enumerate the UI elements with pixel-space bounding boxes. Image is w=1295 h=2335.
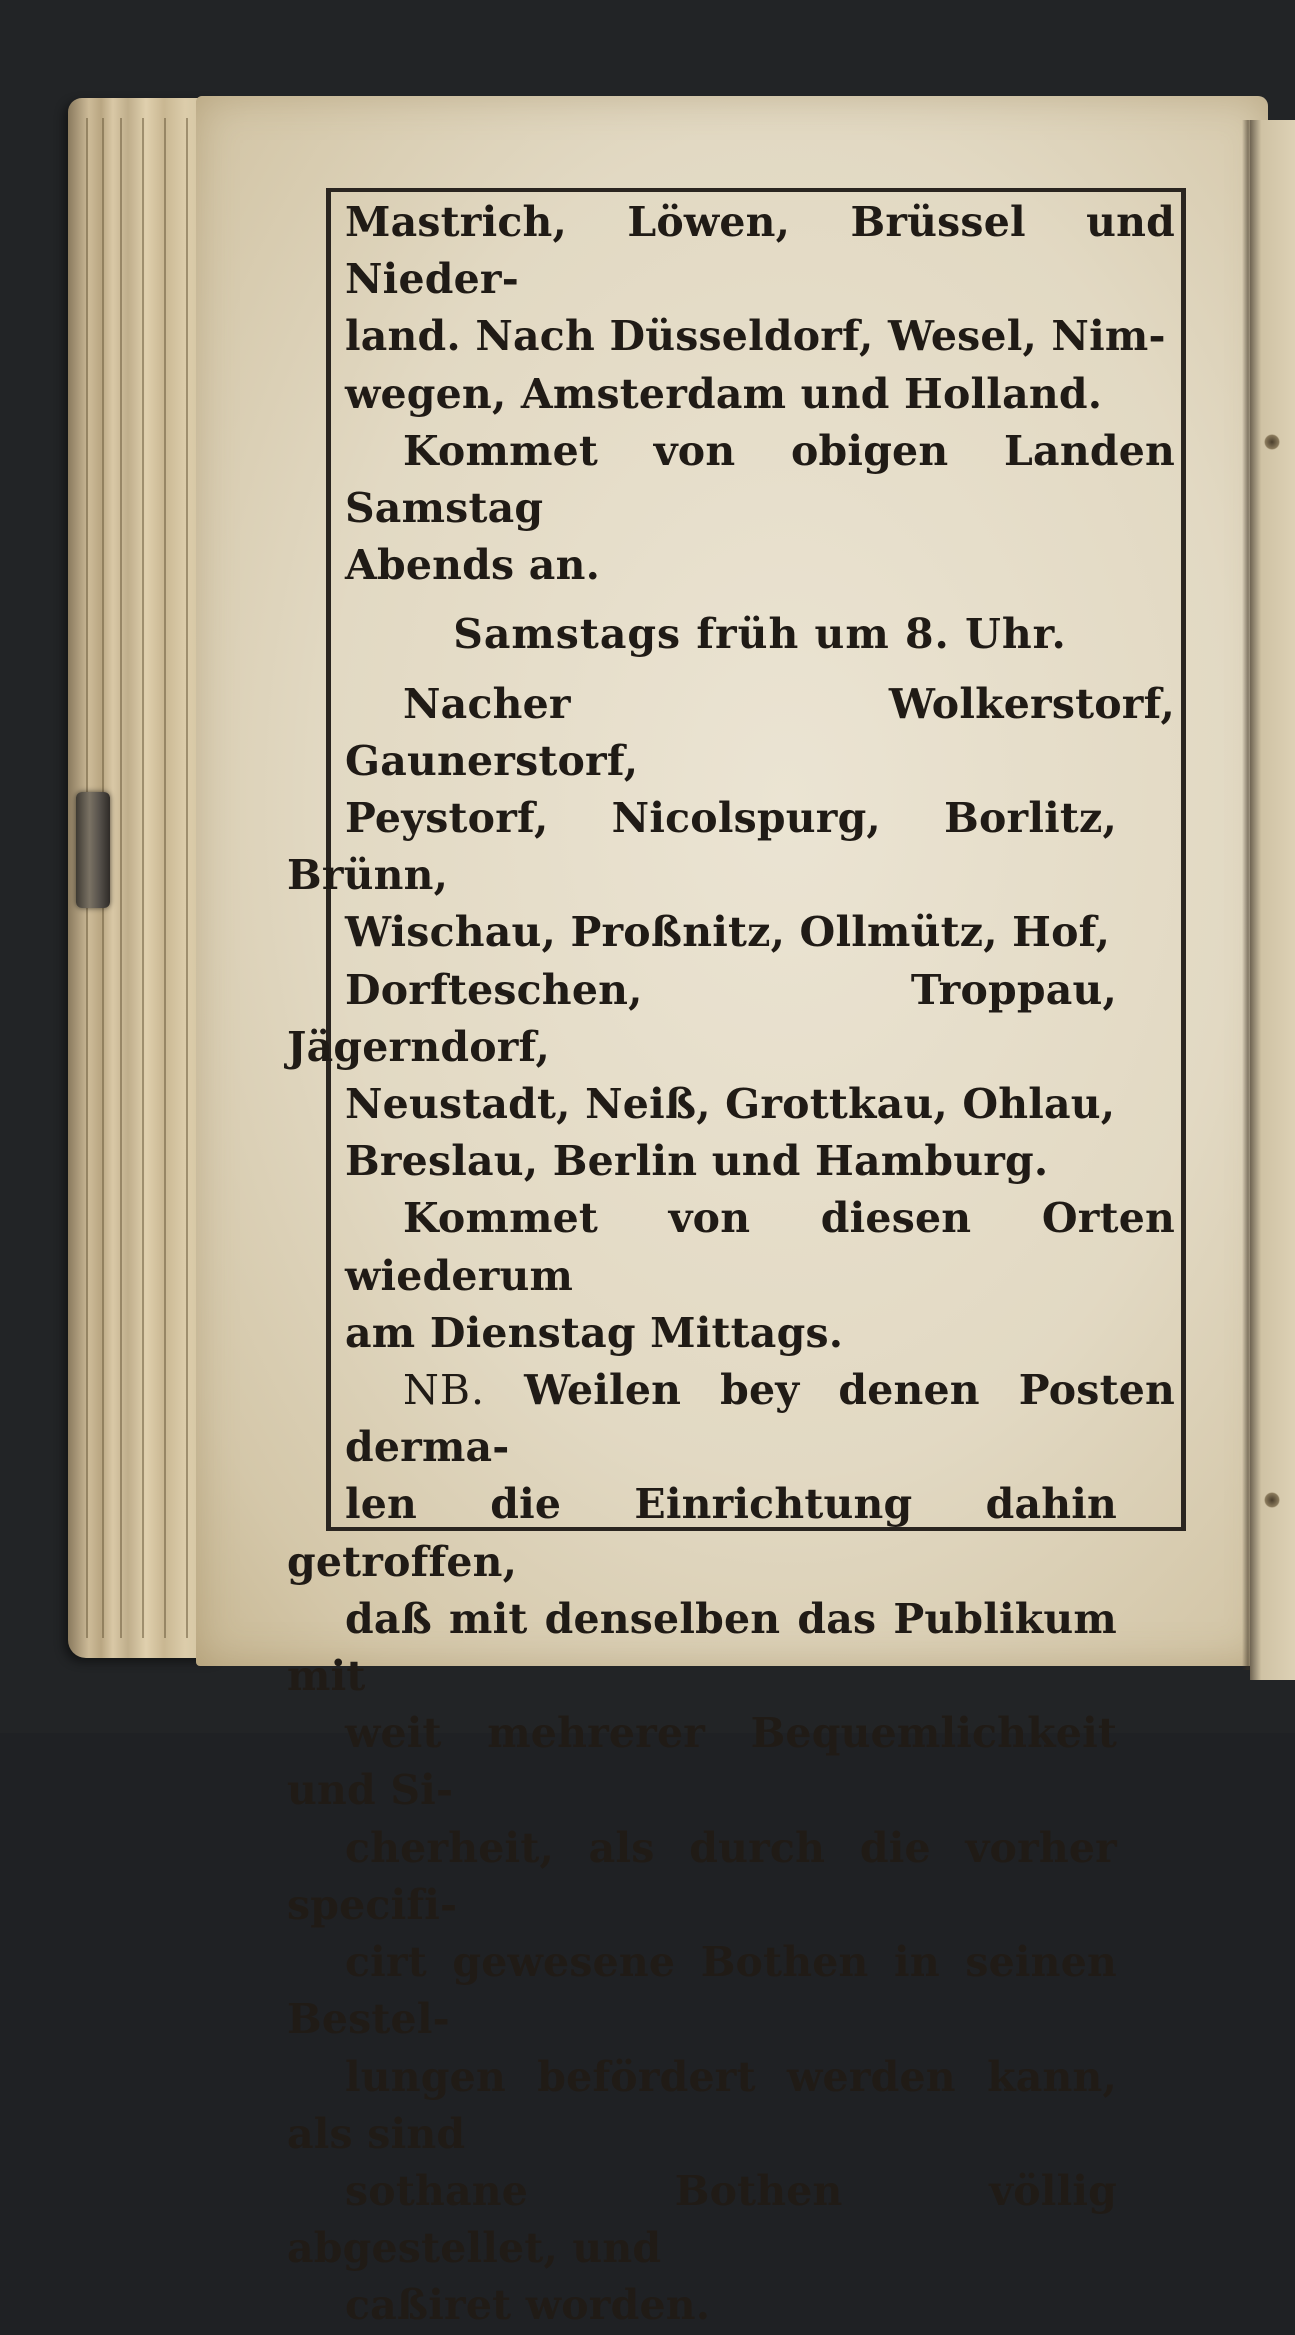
text-line: Weilen bey denen Posten derma- — [345, 1366, 1175, 1472]
text-line: cirt gewesene Bothen in seinen Bestel- — [287, 1938, 1117, 2044]
text-line: len die Einrichtung dahin getroffen, — [287, 1480, 1117, 1586]
text-line: land. Nach Düsseldorf, Wesel, Nim- — [345, 312, 1166, 361]
text-line: Neustadt, Neiß, Grottkau, Ohlau, — [345, 1080, 1116, 1129]
text-line: caßiret worden. — [345, 2281, 711, 2330]
text-line: sothane Bothen völlig abgestellet, und — [287, 2166, 1117, 2273]
text-line: Mastrich, Löwen, Brüssel und Nieder- — [345, 198, 1175, 304]
text-line: wegen, Amsterdam und Holland. — [345, 369, 1103, 418]
page-text — [287, 194, 1175, 2335]
text-line: Kommet von diesen Orten wiederum — [345, 1194, 1175, 1300]
text-line: daß mit denselben das Publikum mit — [287, 1594, 1117, 1701]
paragraph-return-tuesday — [345, 1190, 1175, 1362]
text-line: Nacher Wolkerstorf, Gaunerstorf, — [345, 679, 1175, 785]
text-line: Kommet von obigen Landen Samstag — [345, 426, 1175, 533]
nb-label: NB. — [403, 1366, 486, 1415]
section-heading: Samstags früh um 8. Uhr. — [453, 610, 1067, 659]
text-line: Peystorf, Nicolspurg, Borlitz, Brünn, — [287, 794, 1117, 900]
text-line: cherheit, als durch die vorher specifi- — [287, 1823, 1117, 1929]
paragraph-nota-bene — [287, 1362, 1175, 2334]
text-line: Wischau, Proßnitz, Ollmütz, Hof, — [345, 908, 1111, 957]
text-line: Dorfteschen, Troppau, Jägerndorf, — [287, 965, 1117, 1071]
text-line: am Dienstag Mittags. — [345, 1308, 844, 1357]
text-line: lungen befördert werden kann, als sind — [287, 2052, 1117, 2158]
paragraph-routes-netherlands — [345, 194, 1175, 423]
facing-page-edge — [1250, 120, 1295, 1680]
paragraph-routes-east — [287, 676, 1175, 1191]
text-line: Abends an. — [345, 541, 601, 590]
clasp — [76, 792, 110, 908]
text-line: weit mehrerer Bequemlichkeit und Si- — [287, 1709, 1117, 1815]
text-line: Breslau, Berlin und Hamburg. — [345, 1137, 1049, 1186]
paragraph-return-saturday — [345, 423, 1175, 595]
